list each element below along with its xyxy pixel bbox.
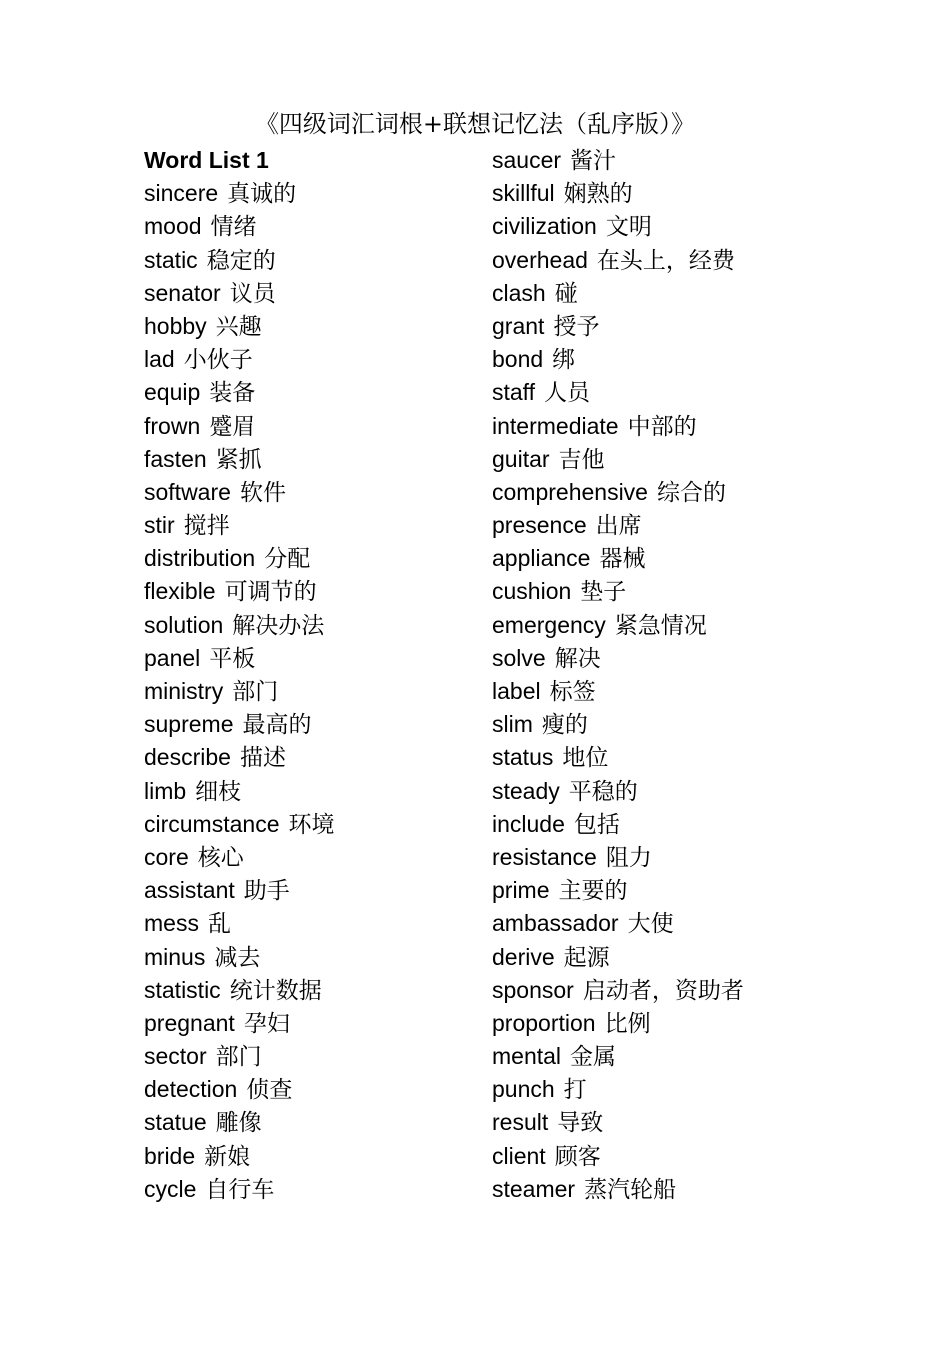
vocab-entry <box>492 741 822 774</box>
vocab-word: ministry <box>144 678 224 704</box>
vocab-entry <box>492 476 822 509</box>
vocab-word: prime <box>492 877 550 904</box>
vocab-entry <box>144 575 474 608</box>
vocab-word: statue <box>144 1109 207 1136</box>
vocab-entry <box>144 1140 474 1173</box>
vocab-entry <box>492 1106 822 1139</box>
vocab-meaning: 打 <box>563 1077 587 1104</box>
vocab-entry <box>492 1007 822 1040</box>
vocab-meaning: 孕妇 <box>243 1010 290 1037</box>
vocab-entry <box>144 1040 474 1073</box>
vocab-meaning: 部门 <box>232 679 279 705</box>
vocab-word: core <box>144 843 189 870</box>
vocab-entry <box>492 841 822 874</box>
vocab-word: bride <box>144 1142 196 1169</box>
vocab-entry <box>144 277 474 310</box>
vocab-word: emergency <box>492 611 606 638</box>
vocab-entry <box>492 177 822 210</box>
vocab-entry <box>492 310 822 343</box>
vocab-meaning: 稳定的 <box>206 247 276 274</box>
vocab-entry <box>492 609 822 642</box>
vocab-entry <box>144 974 474 1007</box>
vocab-meaning: 文明 <box>605 214 652 241</box>
word-list-right-column <box>492 144 822 1206</box>
vocab-entry <box>492 410 822 443</box>
vocab-meaning: 起源 <box>563 944 610 971</box>
vocab-meaning: 顾客 <box>554 1143 601 1170</box>
vocab-word: mental <box>492 1043 562 1070</box>
vocab-word: solution <box>144 611 224 638</box>
vocab-meaning: 真诚的 <box>227 181 297 208</box>
vocab-meaning: 金属 <box>570 1044 617 1071</box>
vocab-entry <box>144 343 474 376</box>
vocab-entry <box>144 376 474 409</box>
vocab-meaning: 核心 <box>197 844 244 871</box>
vocab-meaning: 比例 <box>604 1010 651 1037</box>
vocab-meaning: 统计数据 <box>229 977 322 1004</box>
vocab-meaning: 新娘 <box>204 1143 251 1170</box>
vocab-meaning: 解决办法 <box>232 612 325 639</box>
vocab-entry <box>144 1106 474 1139</box>
vocab-word: cycle <box>144 1175 197 1202</box>
vocab-entry <box>144 775 474 808</box>
vocab-word: static <box>144 246 198 273</box>
vocab-word: overhead <box>492 246 588 273</box>
vocab-meaning: 解决 <box>554 645 601 672</box>
vocab-word: appliance <box>492 545 591 572</box>
vocab-word: client <box>492 1142 546 1169</box>
vocab-word: saucer <box>492 147 562 173</box>
vocab-entry <box>144 808 474 841</box>
vocab-word: stir <box>144 512 175 539</box>
vocab-meaning: 人员 <box>544 380 591 407</box>
vocab-meaning: 装备 <box>209 380 256 407</box>
vocab-meaning: 自行车 <box>205 1176 275 1203</box>
vocab-word: bond <box>492 346 544 373</box>
vocab-meaning: 紧抓 <box>215 446 262 473</box>
vocab-word: sponsor <box>492 976 574 1003</box>
vocab-meaning: 绑 <box>552 347 576 374</box>
vocab-entry <box>492 1173 822 1206</box>
vocab-meaning: 软件 <box>239 479 286 506</box>
vocab-word: lad <box>144 346 175 373</box>
vocab-word: derive <box>492 943 555 970</box>
vocab-entry <box>144 1173 474 1206</box>
vocab-word: assistant <box>144 877 235 904</box>
vocab-entry <box>492 277 822 310</box>
vocab-word: presence <box>492 512 587 539</box>
vocab-entry <box>492 775 822 808</box>
vocab-word: include <box>492 810 565 837</box>
vocab-entry <box>492 1040 822 1073</box>
vocab-word: senator <box>144 279 221 306</box>
vocab-meaning: 平稳的 <box>568 778 638 805</box>
vocab-entry <box>492 244 822 277</box>
vocab-entry <box>144 642 474 675</box>
vocab-meaning: 中部的 <box>627 413 697 440</box>
vocab-meaning: 助手 <box>243 878 290 905</box>
vocab-meaning: 导致 <box>557 1110 604 1137</box>
vocab-entry <box>492 874 822 907</box>
vocab-entry <box>144 741 474 774</box>
vocab-entry <box>492 941 822 974</box>
vocab-word: result <box>492 1109 549 1136</box>
word-list-heading-row <box>144 144 474 177</box>
vocab-meaning: 垫子 <box>580 579 627 606</box>
vocab-entry <box>492 542 822 575</box>
vocab-entry <box>492 642 822 675</box>
vocab-meaning: 娴熟的 <box>563 181 633 208</box>
vocab-word: minus <box>144 943 206 970</box>
vocab-word: equip <box>144 379 201 406</box>
vocab-word: sector <box>144 1043 207 1070</box>
vocab-word: hobby <box>144 312 207 339</box>
vocab-meaning: 可调节的 <box>224 579 317 606</box>
vocab-entry <box>144 841 474 874</box>
vocab-entry <box>144 410 474 443</box>
vocab-word: flexible <box>144 578 216 605</box>
vocab-meaning: 最高的 <box>242 712 312 739</box>
vocab-meaning: 议员 <box>229 280 276 307</box>
vocab-word: slim <box>492 711 533 738</box>
vocab-entry <box>144 310 474 343</box>
vocab-word: statistic <box>144 976 221 1003</box>
vocab-entry <box>492 376 822 409</box>
vocab-meaning: 描述 <box>239 745 286 772</box>
vocab-entry <box>144 1073 474 1106</box>
vocab-meaning: 侦查 <box>246 1077 293 1104</box>
vocab-entry <box>144 443 474 476</box>
vocab-word: describe <box>144 744 231 771</box>
vocab-meaning: 主要的 <box>558 878 628 905</box>
vocab-meaning: 碰 <box>554 280 578 307</box>
vocab-entry <box>144 874 474 907</box>
vocab-meaning: 酱汁 <box>570 148 617 174</box>
vocab-word: ambassador <box>492 910 619 937</box>
vocab-word: pregnant <box>144 1009 235 1036</box>
vocab-meaning: 标签 <box>549 679 596 705</box>
vocab-meaning: 综合的 <box>656 479 726 506</box>
vocab-entry <box>492 575 822 608</box>
vocab-word: status <box>492 744 554 771</box>
vocab-word: label <box>492 678 541 704</box>
vocab-entry <box>144 509 474 542</box>
vocab-meaning: 在头上，经费 <box>596 247 735 274</box>
vocab-entry <box>492 808 822 841</box>
vocab-word: guitar <box>492 445 550 472</box>
vocab-word: circumstance <box>144 810 280 837</box>
vocab-entry <box>144 675 474 708</box>
vocab-entry <box>492 144 822 177</box>
vocab-entry <box>144 941 474 974</box>
word-list-left-column <box>144 144 474 1206</box>
vocab-word: detection <box>144 1076 238 1103</box>
vocab-meaning: 部门 <box>215 1044 262 1071</box>
vocab-meaning: 情绪 <box>210 214 257 241</box>
vocab-entry <box>144 542 474 575</box>
vocab-meaning: 启动者，资助者 <box>582 977 744 1004</box>
vocab-meaning: 授予 <box>553 313 600 340</box>
vocab-word: punch <box>492 1076 555 1103</box>
vocab-word: steady <box>492 777 560 804</box>
vocab-word: civilization <box>492 213 597 240</box>
vocab-word: frown <box>144 412 201 439</box>
vocab-meaning: 阻力 <box>605 844 652 871</box>
vocab-meaning: 雕像 <box>215 1110 262 1137</box>
vocab-word: steamer <box>492 1175 576 1202</box>
vocab-entry <box>492 343 822 376</box>
vocab-meaning: 蹙眉 <box>209 413 256 440</box>
vocab-meaning: 紧急情况 <box>614 612 707 639</box>
vocab-entry <box>144 1007 474 1040</box>
vocab-entry <box>144 244 474 277</box>
vocab-meaning: 大使 <box>627 911 674 938</box>
vocab-entry <box>492 1140 822 1173</box>
vocab-meaning: 环境 <box>288 811 335 838</box>
vocab-entry <box>492 509 822 542</box>
vocab-entry <box>492 907 822 940</box>
vocab-word: skillful <box>492 180 555 207</box>
vocab-word: grant <box>492 312 545 339</box>
vocab-word: solve <box>492 644 546 671</box>
vocab-meaning: 减去 <box>214 944 261 971</box>
vocab-meaning: 平板 <box>209 645 256 672</box>
vocab-meaning: 器械 <box>599 546 646 573</box>
vocab-word: resistance <box>492 843 597 870</box>
word-list-heading: Word List 1 <box>144 147 269 173</box>
vocab-word: staff <box>492 379 536 406</box>
vocab-meaning: 包括 <box>573 811 620 838</box>
vocab-entry <box>144 476 474 509</box>
vocab-meaning: 搅拌 <box>183 513 230 540</box>
vocab-word: panel <box>144 644 201 671</box>
vocab-entry <box>144 609 474 642</box>
vocab-entry <box>492 1073 822 1106</box>
vocab-entry <box>492 210 822 243</box>
vocab-word: fasten <box>144 445 207 472</box>
vocab-meaning: 吉他 <box>558 446 605 473</box>
vocab-entry <box>144 708 474 741</box>
vocab-word: clash <box>492 279 546 306</box>
vocab-entry <box>492 974 822 1007</box>
vocab-entry <box>144 177 474 210</box>
vocab-word: comprehensive <box>492 478 648 505</box>
vocab-meaning: 乱 <box>207 911 231 938</box>
vocab-word: intermediate <box>492 412 619 439</box>
vocab-entry <box>492 708 822 741</box>
vocab-word: sincere <box>144 180 219 207</box>
vocab-word: cushion <box>492 578 572 605</box>
vocab-entry <box>144 907 474 940</box>
vocab-meaning: 小伙子 <box>183 347 253 374</box>
vocab-entry <box>492 675 822 708</box>
vocab-meaning: 出席 <box>595 513 642 540</box>
vocab-word: mess <box>144 910 199 937</box>
vocab-word: proportion <box>492 1009 596 1036</box>
vocab-meaning: 分配 <box>264 546 311 573</box>
vocab-meaning: 地位 <box>562 745 609 772</box>
vocab-word: distribution <box>144 545 256 572</box>
vocab-word: supreme <box>144 711 234 738</box>
vocab-meaning: 蒸汽轮船 <box>584 1176 677 1203</box>
vocab-word: limb <box>144 777 187 804</box>
vocab-meaning: 瘦的 <box>541 712 588 739</box>
vocab-entry <box>492 443 822 476</box>
vocab-entry <box>144 210 474 243</box>
document-title: 《四级词汇词根+联想记忆法（乱序版）》 <box>254 110 696 138</box>
vocab-word: software <box>144 478 231 505</box>
vocab-meaning: 兴趣 <box>215 313 262 340</box>
vocab-meaning: 细枝 <box>195 778 242 805</box>
vocab-word: mood <box>144 213 202 240</box>
